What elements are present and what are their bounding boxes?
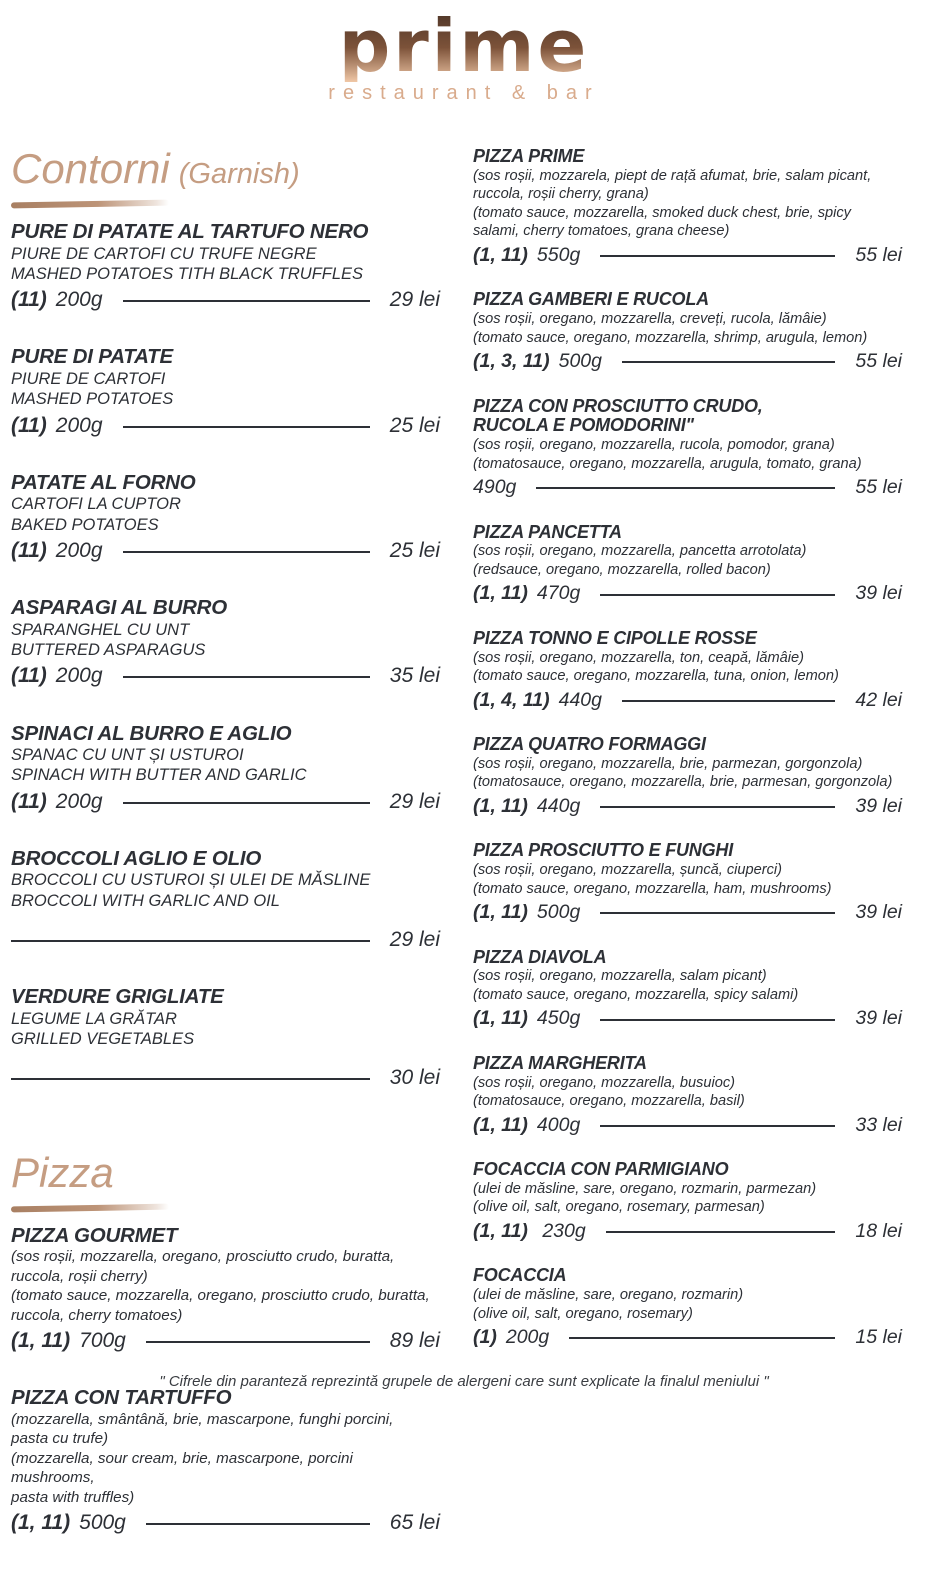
item-weight: 200g xyxy=(55,789,103,813)
menu-item xyxy=(11,221,440,313)
menu-item xyxy=(473,1160,902,1243)
item-subtitle: LEGUME LA GRĂTAR xyxy=(11,1009,177,1028)
allergen-codes: (1, 11) xyxy=(473,582,528,605)
price-leader-line xyxy=(123,300,370,302)
menu-item xyxy=(473,147,902,267)
item-weight: 200g xyxy=(55,664,103,688)
menu-item xyxy=(11,346,440,438)
item-title: PIZZA QUATRO FORMAGGI xyxy=(473,734,706,755)
item-weight: 400g xyxy=(536,1113,581,1136)
item-description: salami, cherry tomatoes, grana cheese) xyxy=(473,223,730,240)
price-row xyxy=(473,243,902,267)
item-subtitle: MASHED POTATOES xyxy=(11,390,174,409)
item-title: PIZZA MARGHERITA xyxy=(473,1052,647,1073)
item-weight: 440g xyxy=(536,794,581,817)
item-subtitle: BROCCOLI CU USTUROI ȘI ULEI DE MĂSLINE xyxy=(11,871,371,890)
allergen-codes: (1) xyxy=(473,1326,497,1349)
price-row xyxy=(11,413,440,439)
allergen-footnote: " Cifrele din paranteză reprezintă grupele de alergeni care sunt explicate la finalul meniului " xyxy=(159,1373,769,1390)
item-description: (sos roșii, oregano, mozzarella, busuioc) xyxy=(473,1074,735,1091)
item-subtitle: MASHED POTATOES TITH BLACK TRUFFLES xyxy=(11,264,364,283)
allergen-codes: (1, 4, 11) xyxy=(473,688,550,711)
item-description: (tomato sauce, oregano, mozzarella, ham, mushrooms) xyxy=(473,880,832,897)
item-title: PIZZA PANCETTA xyxy=(473,521,622,542)
item-price: 33 lei xyxy=(855,1113,902,1136)
menu-item xyxy=(473,841,902,924)
item-description: ruccola, roșii cherry) xyxy=(11,1267,148,1285)
item-price: 39 lei xyxy=(855,582,902,605)
item-subtitle: GRILLED VEGETABLES xyxy=(11,1030,195,1049)
item-subtitle: BUTTERED ASPARAGUS xyxy=(11,641,206,659)
price-leader-line xyxy=(146,1523,370,1525)
item-title: VERDURE GRIGLIATE xyxy=(11,985,224,1009)
item-price: 18 lei xyxy=(855,1219,902,1242)
item-weight: 500g xyxy=(79,1511,126,1535)
item-description: (tomato sauce, oregano, mozzarella, spicy salami) xyxy=(473,986,799,1003)
item-price: 89 lei xyxy=(389,1329,440,1353)
item-description: (tomatosauce, oregano, mozzarella, brie, parmesan, gorgonzola) xyxy=(473,774,893,791)
item-description: (ulei de măsline, sare, oregano, rozmarin) xyxy=(473,1287,744,1303)
item-title: BROCCOLI AGLIO E OLIO xyxy=(11,846,262,870)
price-leader-line xyxy=(11,1078,370,1080)
menu-item xyxy=(11,472,440,564)
price-leader-line xyxy=(123,426,370,428)
right-column xyxy=(473,147,902,1372)
item-title: PIZZA CON PROSCIUTTO CRUDO, xyxy=(473,395,763,416)
allergen-codes: (11) xyxy=(11,538,47,562)
item-price: 55 lei xyxy=(855,243,902,266)
item-title: PIZZA GOURMET xyxy=(11,1223,178,1247)
item-title: PIZZA PRIME xyxy=(473,146,585,166)
section-title-suffix: (Garnish) xyxy=(178,158,300,190)
item-weight: 450g xyxy=(536,1007,581,1030)
item-weight: 490g xyxy=(473,476,517,499)
price-row xyxy=(11,789,440,815)
item-description: ruccola, roșii cherry, grana) xyxy=(473,186,649,203)
item-weight: 200g xyxy=(55,538,103,562)
allergen-codes: (11) xyxy=(11,413,47,437)
item-title: PURE DI PATATE xyxy=(11,345,173,369)
item-title: FOCACCIA CON PARMIGIANO xyxy=(473,1158,729,1179)
item-weight: 550g xyxy=(536,243,581,266)
brush-underline-decoration xyxy=(11,200,169,209)
allergen-codes: (1, 11) xyxy=(473,1113,528,1136)
item-price: 30 lei xyxy=(389,1066,440,1090)
item-price: 65 lei xyxy=(389,1511,440,1535)
item-price: 39 lei xyxy=(855,901,902,924)
item-title: PATATE AL FORNO xyxy=(11,470,196,494)
price-leader-line xyxy=(600,594,835,596)
price-leader-line xyxy=(600,255,835,257)
item-price: 42 lei xyxy=(855,688,902,711)
item-weight: 470g xyxy=(536,582,581,605)
item-subtitle: PIURE DE CARTOFI CU TRUFE NEGRE xyxy=(11,244,317,263)
price-leader-line xyxy=(123,676,370,678)
item-description: (olive oil, salt, oregano, rosemary, parmesan) xyxy=(473,1199,765,1216)
price-row xyxy=(473,794,902,818)
item-weight: 440g xyxy=(558,688,602,711)
item-description: (tomato sauce, mozzarella, smoked duck chest, brie, spicy xyxy=(473,204,851,221)
item-description: (redsauce, oregano, mozzarella, rolled bacon) xyxy=(473,561,771,578)
menu-item xyxy=(11,1225,440,1355)
item-title: SPINACI AL BURRO E AGLIO xyxy=(11,721,292,745)
item-weight: 200g xyxy=(505,1326,550,1349)
item-description: (tomatosauce, oregano, mozzarella, basil) xyxy=(473,1093,745,1110)
price-row xyxy=(11,1065,440,1091)
menu-item xyxy=(473,1266,902,1349)
item-title: PIZZA DIAVOLA xyxy=(473,946,607,967)
price-row xyxy=(11,1328,440,1354)
menu-item xyxy=(473,290,902,373)
menu-item xyxy=(11,597,440,689)
item-subtitle: BROCCOLI WITH GARLIC AND OIL xyxy=(11,891,280,910)
allergen-codes: (1, 11) xyxy=(11,1329,71,1353)
item-price: 55 lei xyxy=(855,350,902,373)
item-title: ASPARAGI AL BURRO xyxy=(11,596,228,620)
price-leader-line xyxy=(606,1231,836,1233)
item-description: (tomato sauce, mozzarella, oregano, prosciutto crudo, buratta, xyxy=(11,1287,430,1305)
price-row xyxy=(11,1510,440,1536)
price-leader-line xyxy=(600,806,835,808)
item-title: PIZZA TONNO E CIPOLLE ROSSE xyxy=(473,627,757,648)
item-title: PIZZA GAMBERI E RUCOLA xyxy=(473,289,709,310)
allergen-codes: (11) xyxy=(11,288,47,312)
allergen-codes: (11) xyxy=(11,664,47,688)
restaurant-logo xyxy=(0,0,928,105)
item-description: (tomato sauce, oregano, mozzarella, shrimp, arugula, lemon) xyxy=(473,329,868,346)
price-row xyxy=(473,1113,902,1137)
price-leader-line xyxy=(536,487,835,489)
price-row xyxy=(473,1006,902,1030)
section-gap xyxy=(11,1569,440,1595)
price-leader-line xyxy=(11,940,370,942)
item-subtitle: SPARANGHEL CU UNT xyxy=(11,620,190,639)
item-subtitle: SPANAC CU UNT ȘI USTUROI xyxy=(11,746,244,765)
menu-columns xyxy=(0,105,928,1595)
logo-tagline: restaurant & bar xyxy=(328,82,600,104)
allergen-codes: (1, 11) xyxy=(11,1511,71,1535)
item-price: 25 lei xyxy=(389,538,440,562)
price-leader-line xyxy=(600,912,835,914)
price-row xyxy=(473,1219,902,1243)
menu-item xyxy=(473,397,902,500)
menu-item xyxy=(11,723,440,815)
section-gap xyxy=(11,1125,440,1151)
item-title: PURE DI PATATE AL TARTUFO NERO xyxy=(11,220,369,244)
item-description: (sos roșii, oregano, mozzarella, rucola, pomodor, grana) xyxy=(473,437,835,454)
menu-item xyxy=(473,629,902,712)
allergen-codes: (1, 11) xyxy=(473,1219,528,1242)
price-leader-line xyxy=(600,1125,835,1127)
price-leader-line xyxy=(569,1337,835,1339)
item-subtitle: SPINACH WITH BUTTER AND GARLIC xyxy=(11,766,307,785)
section-title: Pizza xyxy=(11,1148,114,1196)
item-description: (sos roșii, oregano, mozzarella, creveți, rucola, lămâie) xyxy=(473,311,827,328)
item-price: 29 lei xyxy=(389,789,440,813)
price-row xyxy=(473,1325,902,1349)
item-description: (sos roșii, oregano, mozzarella, ton, ceapă, lămâie) xyxy=(473,649,804,666)
item-description: (sos roșii, oregano, mozzarella, șuncă, ciuperci) xyxy=(473,862,783,879)
price-row xyxy=(11,663,440,689)
allergen-codes: (1, 11) xyxy=(473,243,528,266)
allergen-codes: (1, 11) xyxy=(473,901,528,924)
item-description: (sos roșii, mozzarela, piept de rață afumat, brie, salam picant, xyxy=(473,167,872,184)
section-heading xyxy=(11,147,440,207)
price-leader-line xyxy=(622,361,835,363)
price-row xyxy=(473,581,902,605)
item-description: (tomatosauce, oregano, mozzarella, arugula, tomato, grana) xyxy=(473,455,862,472)
price-leader-line xyxy=(123,802,370,804)
menu-item xyxy=(11,848,440,953)
item-description: (sos roșii, oregano, mozzarella, brie, parmezan, gorgonzola) xyxy=(473,755,863,772)
allergen-codes: (1, 3, 11) xyxy=(473,350,550,373)
item-subtitle: PIURE DE CARTOFI xyxy=(11,370,166,388)
item-description: ruccola, cherry tomatoes) xyxy=(11,1306,183,1324)
item-weight: 500g xyxy=(536,901,581,924)
price-row xyxy=(11,287,440,313)
menu-item xyxy=(473,523,902,606)
price-row xyxy=(11,538,440,564)
price-leader-line xyxy=(146,1341,370,1343)
menu-item xyxy=(473,948,902,1031)
section-title: Contorni (Garnish) xyxy=(11,145,300,192)
price-row xyxy=(473,349,902,373)
menu-item xyxy=(11,986,440,1091)
price-row xyxy=(11,927,440,953)
item-subtitle: BAKED POTATOES xyxy=(11,515,159,534)
item-description: (tomato sauce, oregano, mozzarella, tuna, onion, lemon) xyxy=(473,668,839,685)
section-heading xyxy=(11,1148,440,1211)
item-title: PIZZA CON TARTUFFO xyxy=(11,1386,232,1410)
item-weight: 230g xyxy=(536,1219,586,1242)
item-subtitle: CARTOFI LA CUPTOR xyxy=(11,495,181,514)
price-row xyxy=(473,688,902,712)
price-leader-line xyxy=(600,1019,835,1021)
item-description: (olive oil, salt, oregano, rosemary) xyxy=(473,1305,693,1322)
price-row xyxy=(473,475,902,499)
allergen-codes: (1, 11) xyxy=(473,1007,528,1030)
item-weight: 500g xyxy=(558,350,602,373)
price-leader-line xyxy=(622,700,835,702)
menu-item xyxy=(473,735,902,818)
price-row xyxy=(473,900,902,924)
item-price: 25 lei xyxy=(389,413,440,437)
menu-item xyxy=(473,1054,902,1137)
item-price: 29 lei xyxy=(389,928,440,951)
item-description: (sos roșii, oregano, mozzarella, salam picant) xyxy=(473,968,767,985)
item-description: pasta cu trufe) xyxy=(11,1430,109,1448)
item-title: RUCOLA E POMODORINI" xyxy=(473,415,694,436)
allergen-codes: (11) xyxy=(11,789,47,813)
item-weight: 200g xyxy=(55,413,103,437)
logo-wordmark: prime xyxy=(338,4,590,88)
item-weight: 700g xyxy=(79,1329,126,1353)
item-price: 39 lei xyxy=(855,1007,902,1030)
allergen-codes: (1, 11) xyxy=(473,794,528,817)
brush-underline-decoration xyxy=(11,1203,169,1212)
item-price: 39 lei xyxy=(855,794,902,817)
item-weight: 200g xyxy=(55,288,103,312)
item-price: 29 lei xyxy=(389,288,440,312)
item-description: (mozzarella, sour cream, brie, mascarpone, porcini mushrooms, xyxy=(11,1449,353,1487)
item-price: 35 lei xyxy=(389,664,440,688)
menu-item xyxy=(11,1387,440,1536)
item-description: (sos roșii, oregano, mozzarella, pancetta arrotolata) xyxy=(473,543,807,560)
item-price: 55 lei xyxy=(855,476,902,499)
item-price: 15 lei xyxy=(855,1326,902,1349)
item-description: (sos roșii, mozzarella, oregano, prosciutto crudo, buratta, xyxy=(11,1248,395,1266)
item-description: (ulei de măsline, sare, oregano, rozmarin, parmezan) xyxy=(473,1180,817,1197)
item-title: PIZZA PROSCIUTTO E FUNGHI xyxy=(473,840,734,861)
item-description: pasta with truffles) xyxy=(11,1488,135,1506)
item-title: FOCACCIA xyxy=(473,1265,567,1286)
price-leader-line xyxy=(123,551,370,553)
item-description: (mozzarella, smântână, brie, mascarpone, funghi porcini, xyxy=(11,1410,394,1428)
